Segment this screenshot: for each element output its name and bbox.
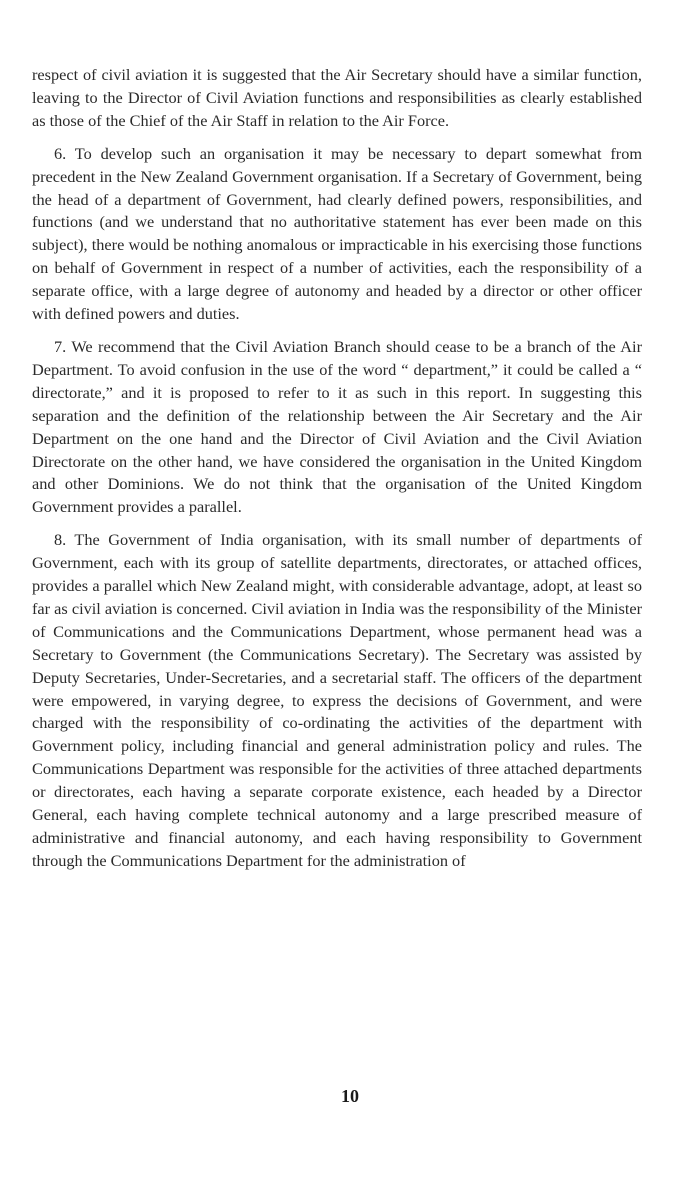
paragraph-7: 7. We recommend that the Civil Aviation Branch should cease to be a branch of the Air Department. To avoid confusion in the use of the word “ department,” it could be called a “ directorate,” and it is proposed to refer to it as such in this report. In suggesting this separation and the definition of the relationship between the Air Secretary and the Air Department on the one hand and the Director of Civil Aviation and the Civil Aviation Directorate on the other hand, we have considered the organisation in the United Kingdom and other Dominions. We do not think that the organisation of the United Kingdom Government provides a parallel.	[32, 336, 642, 517]
paragraph-8: 8. The Government of India organisation, with its small number of departments of Government, each with its group of satellite departments, directorates, or attached offices, provides a parallel which New Zealand might, with considerable advantage, adopt, at least so far as civil aviation is concerned. Civil aviation in India was the responsibility of the Minister of Communications and the Communications Department, whose permanent head was a Secretary to Government (the Communications Secretary). The Secretary was assisted by Deputy Secretaries, Under-Secretaries, and a secretarial staff. The officers of the department were empowered, in varying degree, to express the decisions of Government, and were charged with the responsibility of co-ordinating the activities of the department with Government policy, including financial and general administration policy and rules. The Communications Department was responsible for the activities of three attached departments or directorates, each having a separate corporate existence, each headed by a Director General, each having complete technical autonomy and a large prescribed measure of administrative and financial autonomy, and each having responsibility to Government through the Communications Department for the administration of	[32, 530, 642, 870]
page-number: 10	[341, 1086, 359, 1106]
body-text	[32, 64, 642, 883]
paragraph-6: 6. To develop such an organisation it may be necessary to depart somewhat from precedent in the New Zealand Government organisation. If a Secretary of Government, being the head of a department of Government, had clearly defined powers, responsibilities, and functions (and we understand that no authoritative statement has ever been made on this subject), there would be nothing anomalous or impracticable in his exercising those functions on behalf of Government in respect of a number of activities, each the responsibility of a separate office, with a large degree of autonomy and headed by a director or other officer with defined powers and duties.	[32, 143, 642, 324]
paragraph-continuation: respect of civil aviation it is suggested that the Air Secretary should have a similar function, leaving to the Director of Civil Aviation functions and responsibilities as clearly established as those of the Chief of the Air Staff in relation to the Air Force.	[32, 65, 642, 130]
